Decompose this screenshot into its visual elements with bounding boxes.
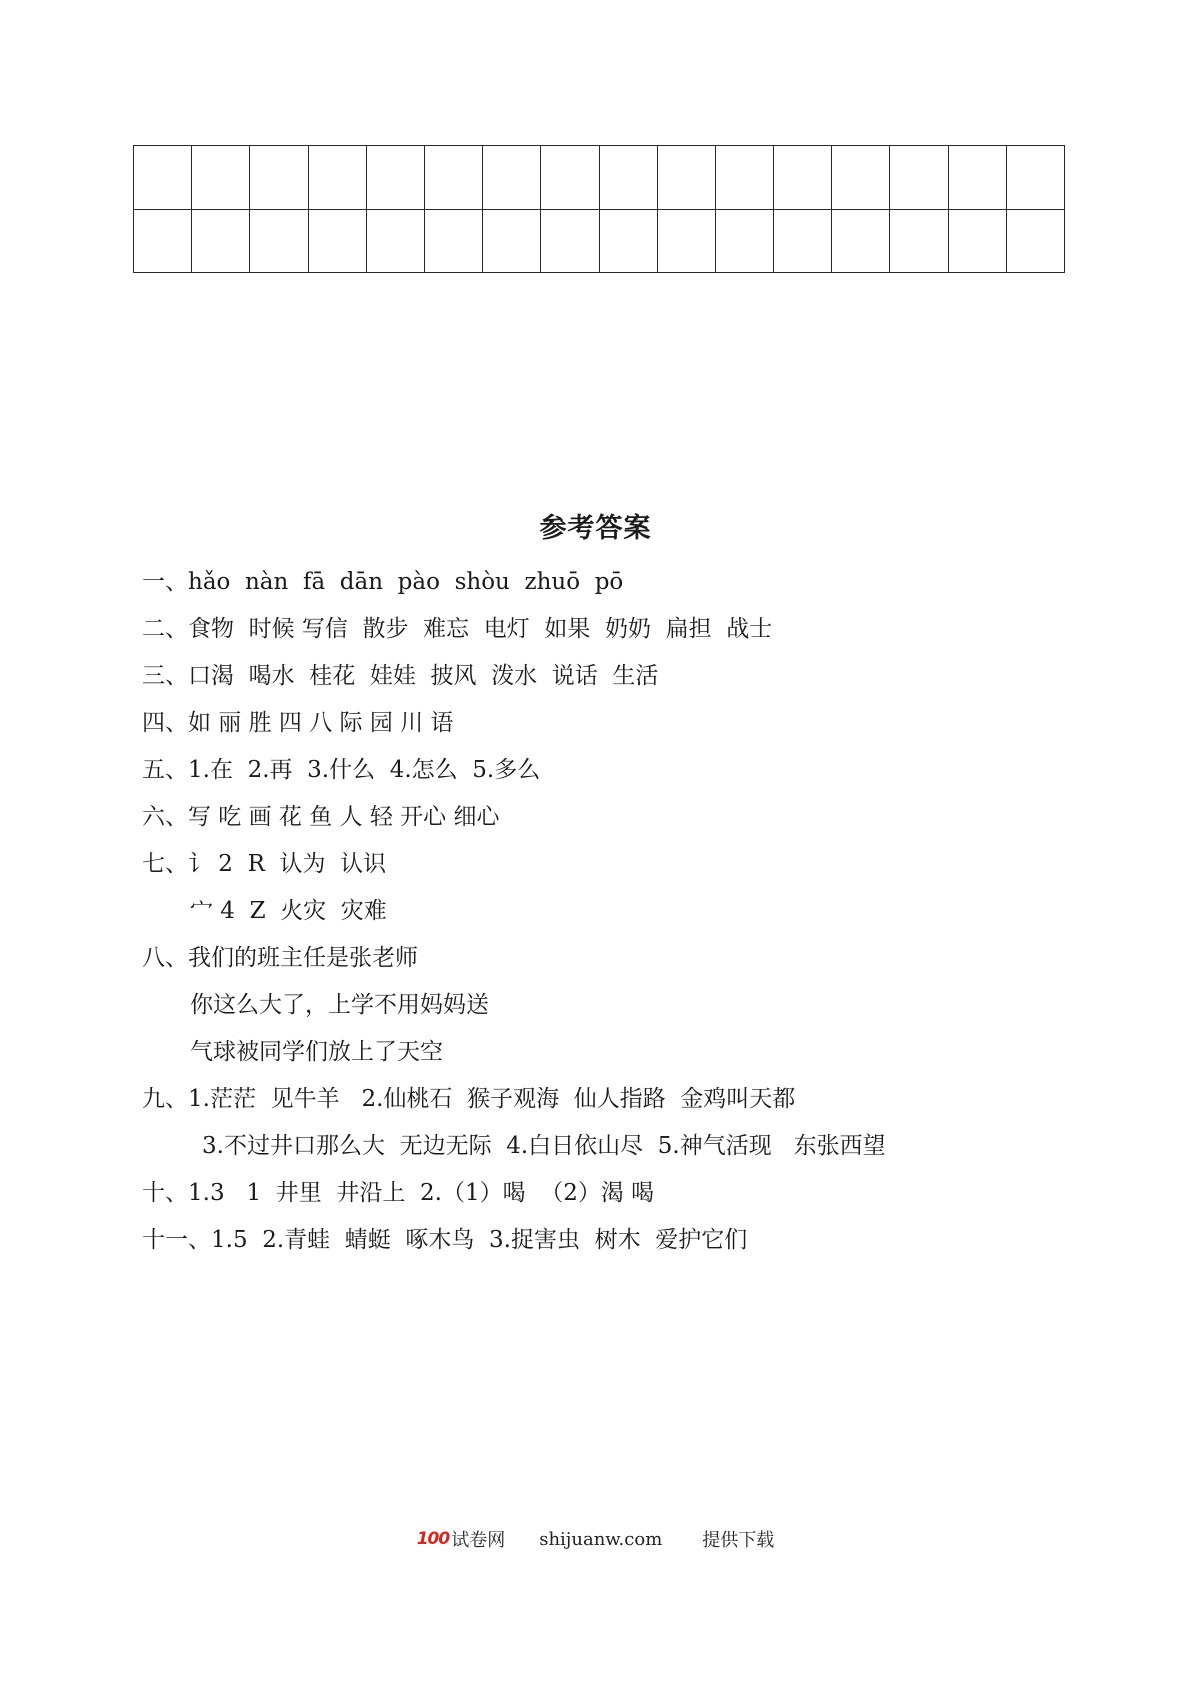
answer-line: 九、1.茫茫 见牛羊 2.仙桃石 猴子观海 仙人指路 金鸡叫天都 [142,1086,796,1112]
grid-cell [832,209,890,273]
writing-grid [133,145,1065,273]
grid-cell [657,209,715,273]
answer-line: 七、讠 2 R 认为 认识 [142,851,387,877]
answer-line: 宀 4 Z 火灾 灾难 [190,898,387,924]
answer-line: 四、如 丽 胜 四 八 际 园 川 语 [142,710,454,736]
grid-cell [424,209,482,273]
grid-cell [715,209,773,273]
answer-line: 十一、1.5 2.青蛙 蜻蜓 啄木鸟 3.捉害虫 树木 爱护它们 [142,1227,748,1253]
grid-cell [948,209,1006,273]
grid-cell [541,146,599,210]
grid-cell [483,146,541,210]
grid-cell [890,209,948,273]
grid-cell [483,209,541,273]
grid-cell [599,146,657,210]
answer-line: 你这么大了，上学不用妈妈送 [190,992,489,1018]
answer-line: 二、食物 时候 写信 散步 难忘 电灯 如果 奶奶 扁担 战士 [142,616,773,642]
grid-cell [774,146,832,210]
grid-cell [250,146,308,210]
logo-text: 试卷网 [451,1530,506,1551]
grid-cell [192,209,250,273]
grid-cell [774,209,832,273]
answer-line: 气球被同学们放上了天空 [190,1039,443,1065]
grid-cell [832,146,890,210]
grid-cell [134,146,192,210]
footer-download-note: 提供下载 [702,1530,775,1551]
logo-mark: 100 [416,1529,450,1549]
answer-line: 3.不过井口那么大 无边无际 4.白日依山尽 5.神气活现 东张西望 [202,1133,886,1159]
page-footer [0,1526,1191,1552]
grid-row [134,146,1065,210]
answer-line: 六、写 吃 画 花 鱼 人 轻 开心 细心 [142,804,500,830]
answer-line: 三、口渴 喝水 桂花 娃娃 披风 泼水 说话 生活 [142,663,659,689]
grid-cell [1006,146,1064,210]
grid-cell [134,209,192,273]
site-url: shijuanw.com [539,1528,663,1550]
grid-cell [366,146,424,210]
answer-line: 十、1.3 1 井里 井沿上 2.（1）喝 （2）渴 喝 [142,1180,655,1206]
grid-cell [541,209,599,273]
grid-cell [715,146,773,210]
answer-list [142,562,1142,1267]
grid-cell [424,146,482,210]
answer-line: 一、hǎo nàn fā dān pào shòu zhuō pō [142,569,624,595]
site-logo [417,1526,506,1552]
grid-cell [1006,209,1064,273]
grid-cell [250,209,308,273]
answer-key-title: 参考答案 [539,513,652,544]
grid-cell [192,146,250,210]
grid-cell [366,209,424,273]
grid-cell [948,146,1006,210]
grid-cell [308,146,366,210]
answer-line: 八、我们的班主任是张老师 [142,945,418,971]
grid-cell [657,146,715,210]
grid-cell [890,146,948,210]
answer-line: 五、1.在 2.再 3.什么 4.怎么 5.多么 [142,757,541,783]
grid-row [134,209,1065,273]
grid-cell [308,209,366,273]
grid-cell [599,209,657,273]
